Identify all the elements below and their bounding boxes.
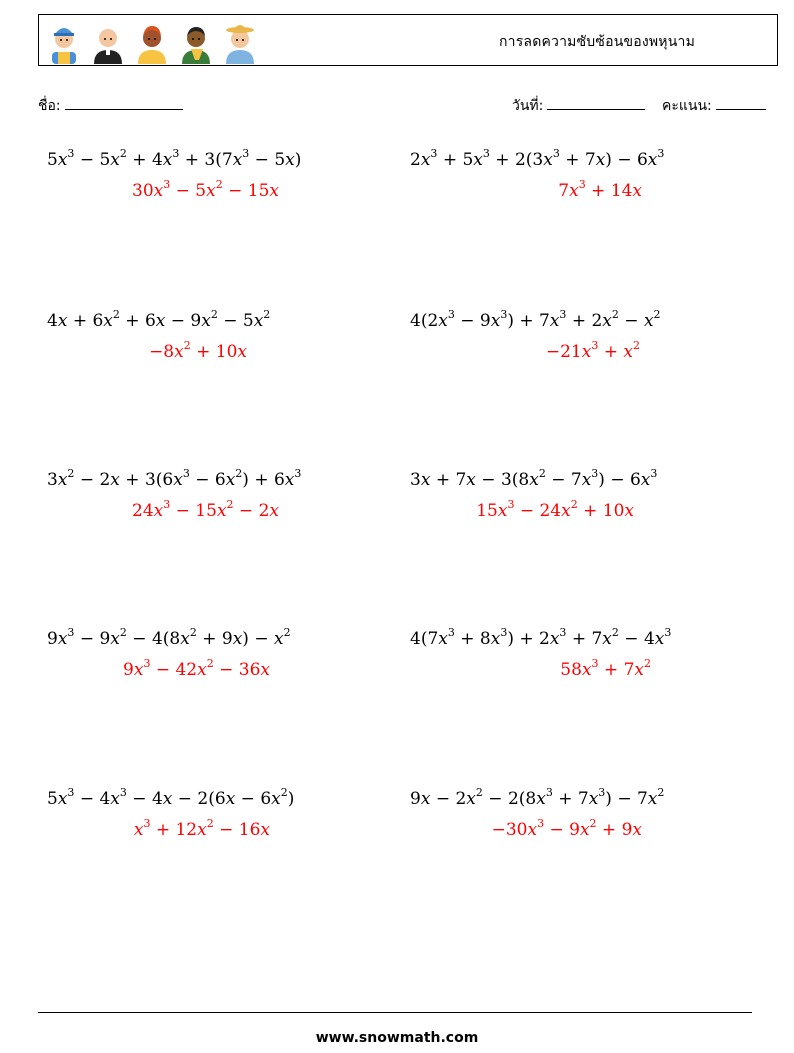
name-blank[interactable] xyxy=(65,95,183,110)
score-label: คะแนน: xyxy=(662,98,712,114)
problem-answer: $58x^3 + 7x^2$ xyxy=(560,657,651,680)
footer-divider xyxy=(38,1012,752,1013)
problem-question: $9x - 2x^2 - 2(8x^3 + 7x^3) - 7x^2$ xyxy=(410,786,665,809)
date-field xyxy=(512,95,645,117)
problem-answer: $7x^3 + 14x$ xyxy=(558,178,642,201)
name-label: ชื่อ: xyxy=(38,98,61,114)
date-label: วันที่: xyxy=(512,98,544,114)
problem-question: $4(7x^3 + 8x^3) + 2x^3 + 7x^2 - 4x^3$ xyxy=(410,626,672,649)
name-field xyxy=(38,95,183,117)
man-avatar-icon xyxy=(133,18,171,64)
problem-question: $4x + 6x^2 + 6x - 9x^2 - 5x^2$ xyxy=(47,308,271,331)
score-field xyxy=(662,95,766,117)
problem-answer: $9x^3 - 42x^2 - 36x$ xyxy=(123,657,270,680)
score-blank[interactable] xyxy=(716,95,766,110)
priest-avatar-icon xyxy=(89,18,127,64)
problem-question: $4(2x^3 - 9x^3) + 7x^3 + 2x^2 - x^2$ xyxy=(410,308,661,331)
problem-question: $9x^3 - 9x^2 - 4(8x^2 + 9x) - x^2$ xyxy=(47,626,291,649)
worksheet-header xyxy=(38,14,778,66)
date-blank[interactable] xyxy=(547,95,645,110)
problem-question: $2x^3 + 5x^3 + 2(3x^3 + 7x) - 6x^3$ xyxy=(410,147,665,170)
man-scarf-avatar-icon xyxy=(177,18,215,64)
problem-answer: $-8x^2 + 10x$ xyxy=(149,339,247,362)
worksheet-title: การลดความซับซ้อนของพหุนาม xyxy=(498,34,695,50)
avatar-row xyxy=(45,18,259,64)
problem-answer: $-21x^3 + x^2$ xyxy=(545,339,640,362)
farmer-avatar-icon xyxy=(221,18,259,64)
problem-question: $5x^3 - 4x^3 - 4x - 2(6x - 6x^2)$ xyxy=(47,786,295,809)
problem-answer: $15x^3 - 24x^2 + 10x$ xyxy=(476,498,634,521)
worker-avatar-icon xyxy=(45,18,83,64)
problem-question: $3x + 7x - 3(8x^2 - 7x^3) - 6x^3$ xyxy=(410,467,658,490)
problem-answer: $30x^3 - 5x^2 - 15x$ xyxy=(132,178,279,201)
problem-answer: $24x^3 - 15x^2 - 2x$ xyxy=(132,498,279,521)
problem-question: $5x^3 - 5x^2 + 4x^3 + 3(7x^3 - 5x)$ xyxy=(47,147,302,170)
problem-question: $3x^2 - 2x + 3(6x^3 - 6x^2) + 6x^3$ xyxy=(47,467,302,490)
problem-answer: $-30x^3 - 9x^2 + 9x$ xyxy=(491,817,642,840)
footer-url: www.snowmath.com xyxy=(315,1030,479,1046)
problem-answer: $x^3 + 12x^2 - 16x$ xyxy=(133,817,270,840)
